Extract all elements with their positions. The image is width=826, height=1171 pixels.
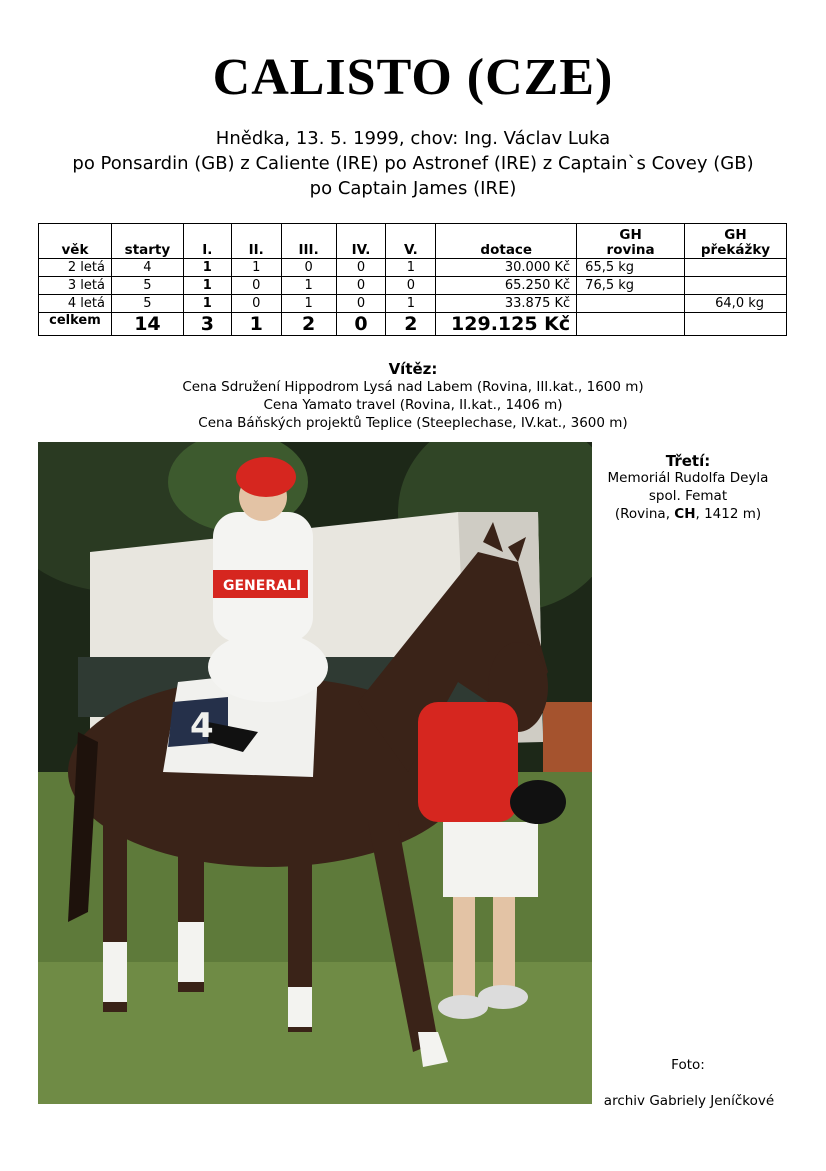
cell-starts: 5 xyxy=(111,277,183,295)
third-race-line-3-pre: (Rovina, xyxy=(614,506,675,522)
cell-fifth: 0 xyxy=(386,277,436,295)
horse-photo-illustration xyxy=(38,442,592,1104)
cell-second: 0 xyxy=(231,277,281,295)
col-header-starts: starty xyxy=(111,224,183,259)
jockey-silk-text: GENERALI xyxy=(223,578,302,594)
third-race-line-3-post: , 1412 m) xyxy=(695,506,762,522)
photo-credit-label: Foto: xyxy=(671,1057,705,1073)
cell-starts: 5 xyxy=(111,295,183,313)
cell-first: 1 xyxy=(183,259,231,277)
col-header-age: věk xyxy=(39,224,112,259)
gh-flat-top: GH xyxy=(619,227,642,243)
table-row xyxy=(39,277,787,295)
winner-heading: Vítěz: xyxy=(388,360,438,378)
cell-age: 4 letá xyxy=(39,295,112,313)
horse-title: CALISTO (CZE) xyxy=(212,49,614,106)
cell-fifth: 1 xyxy=(386,295,436,313)
col-header-third: III. xyxy=(281,224,336,259)
cell-gh-flat xyxy=(577,295,685,313)
cell-fourth: 0 xyxy=(336,295,386,313)
cell-first: 1 xyxy=(183,295,231,313)
third-race-line-2: spol. Femat xyxy=(648,488,728,504)
table-header-row xyxy=(39,224,787,259)
col-header-fifth: V. xyxy=(386,224,436,259)
table-row xyxy=(39,259,787,277)
cell-third: 1 xyxy=(281,277,336,295)
col-header-second: II. xyxy=(231,224,281,259)
cell-total-fifth: 2 xyxy=(386,313,436,336)
cell-second: 0 xyxy=(231,295,281,313)
saddle-number: 4 xyxy=(190,706,214,746)
cell-prize: 65.250 Kč xyxy=(436,277,577,295)
cell-total-third: 2 xyxy=(281,313,336,336)
gh-flat-bottom: rovina xyxy=(606,242,655,258)
cell-third: 0 xyxy=(281,259,336,277)
cell-gh-jumps xyxy=(684,259,786,277)
cell-third: 1 xyxy=(281,295,336,313)
cell-total-fourth: 0 xyxy=(336,313,386,336)
horse-photo xyxy=(38,442,592,1104)
winner-race-1: Cena Sdružení Hippodrom Lysá nad Labem (Rovina, III.kat., 1600 m) xyxy=(182,379,644,395)
cell-gh-jumps xyxy=(684,277,786,295)
horse-info-line-1: Hnědka, 13. 5. 1999, chov: Ing. Václav Luka xyxy=(215,128,611,149)
cell-total-first: 3 xyxy=(183,313,231,336)
col-header-gh-jumps xyxy=(684,224,786,259)
col-header-fourth: IV. xyxy=(336,224,386,259)
cell-age: 3 letá xyxy=(39,277,112,295)
pedigree-line-2: po Captain James (IRE) xyxy=(309,178,517,199)
col-header-prize: dotace xyxy=(436,224,577,259)
gh-jumps-bottom: překážky xyxy=(700,242,771,258)
col-header-first: I. xyxy=(183,224,231,259)
cell-fourth: 0 xyxy=(336,259,386,277)
col-header-gh-flat xyxy=(577,224,685,259)
cell-gh-jumps: 64,0 kg xyxy=(684,295,786,313)
cell-prize: 33.875 Kč xyxy=(436,295,577,313)
table-row xyxy=(39,295,787,313)
race-stats-table xyxy=(38,223,787,336)
cell-total-label: celkem xyxy=(39,313,112,336)
cell-age: 2 letá xyxy=(39,259,112,277)
cell-total-gh-jumps xyxy=(684,313,786,336)
cell-first: 1 xyxy=(183,277,231,295)
cell-prize: 30.000 Kč xyxy=(436,259,577,277)
cell-fourth: 0 xyxy=(336,277,386,295)
winner-race-2: Cena Yamato travel (Rovina, II.kat., 1406 m) xyxy=(263,397,563,413)
cell-gh-flat: 76,5 kg xyxy=(577,277,685,295)
cell-total-second: 1 xyxy=(231,313,281,336)
cell-starts: 4 xyxy=(111,259,183,277)
cell-total-prize: 129.125 Kč xyxy=(436,313,577,336)
cell-gh-flat: 65,5 kg xyxy=(577,259,685,277)
gh-jumps-top: GH xyxy=(724,227,747,243)
winner-race-3: Cena Báňských projektů Teplice (Steeplechase, IV.kat., 3600 m) xyxy=(198,415,628,431)
pedigree-line-1: po Ponsardin (GB) z Caliente (IRE) po Astronef (IRE) z Captain`s Covey (GB) xyxy=(72,153,754,174)
photo-credit-source: archiv Gabriely Jeníčkové xyxy=(603,1093,775,1109)
third-race-line-1: Memoriál Rudolfa Deyla xyxy=(607,470,769,486)
cell-fifth: 1 xyxy=(386,259,436,277)
third-race-line-3-bold: CH xyxy=(674,506,696,522)
third-heading: Třetí: xyxy=(665,452,711,470)
third-race-line-3 xyxy=(598,506,778,522)
cell-second: 1 xyxy=(231,259,281,277)
cell-total-gh-flat xyxy=(577,313,685,336)
cell-total-starts: 14 xyxy=(111,313,183,336)
table-total-row xyxy=(39,313,787,336)
